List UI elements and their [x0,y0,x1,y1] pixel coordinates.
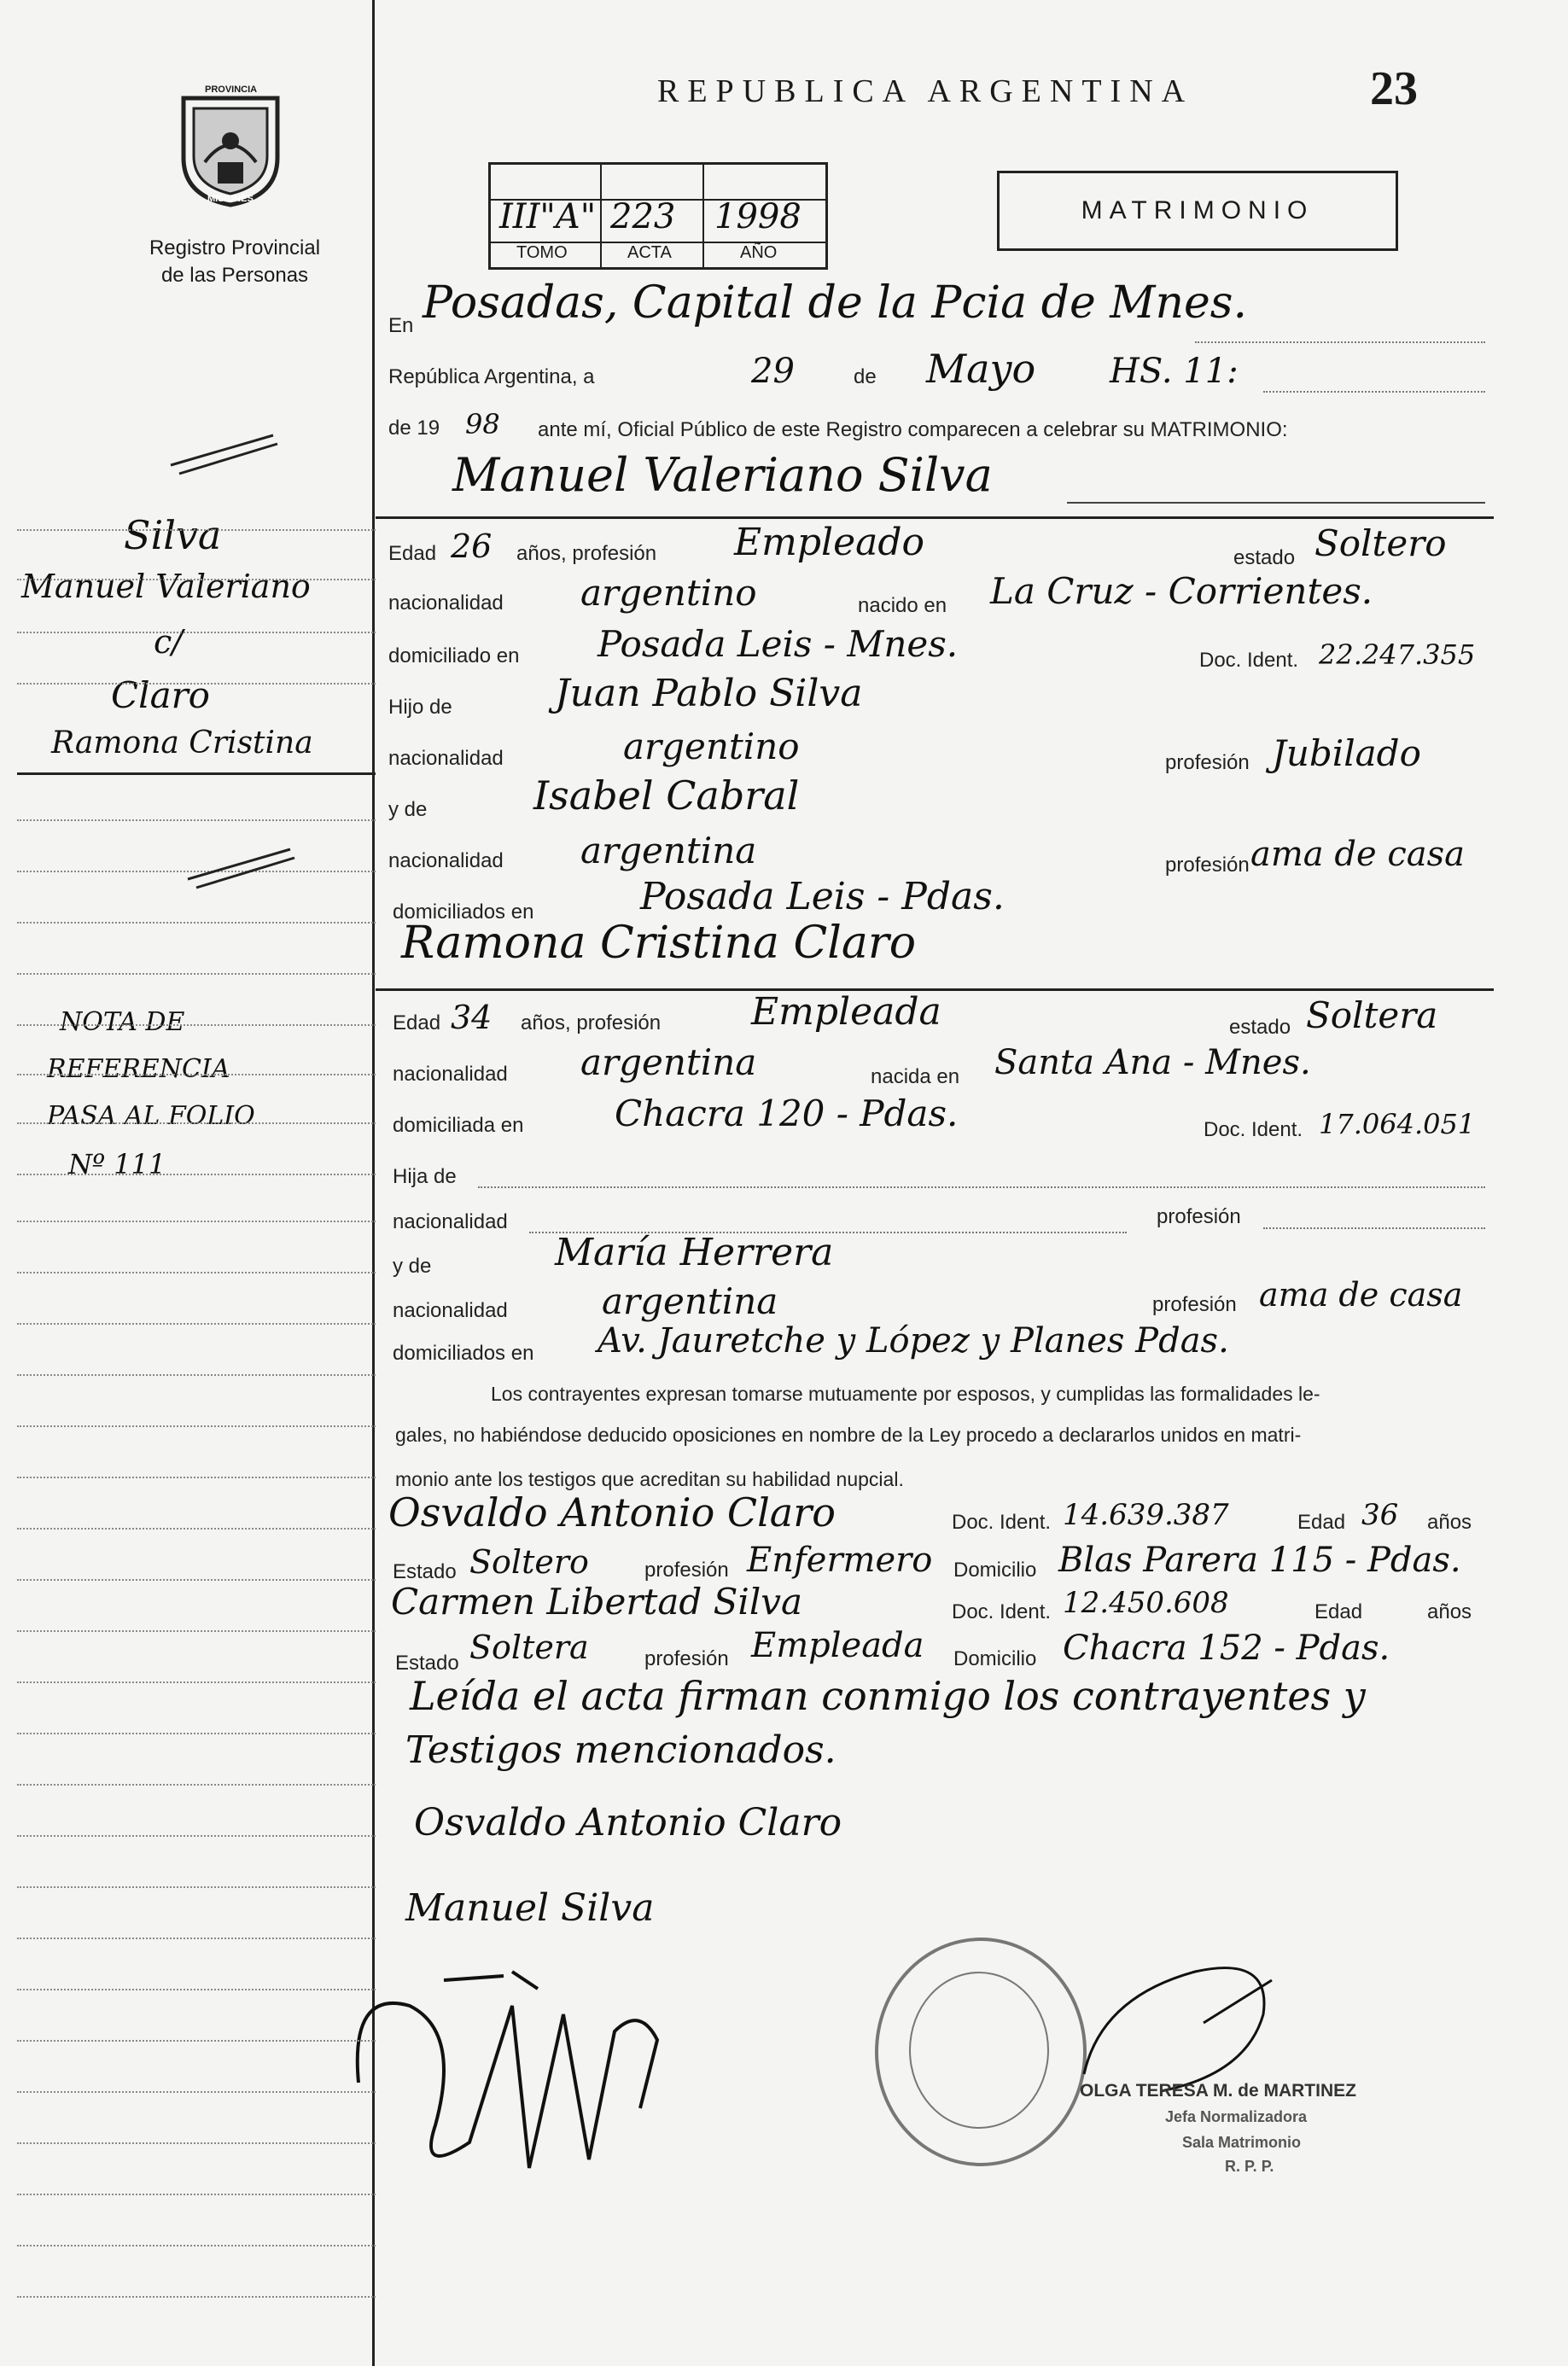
groom-domicile: Posada Leis - Mnes. [597,623,959,665]
witness1-status: Soltero [469,1543,589,1581]
tomo-label: TOMO [516,243,568,262]
bride-profession: Empleada [751,990,941,1034]
witness2-prof-label: profesión [644,1647,729,1670]
en-label: En [388,314,414,337]
official-name: OLGA TERESA M. de MARTINEZ [1080,2081,1356,2101]
bride-status: Soltera [1306,994,1438,1036]
bride-edad-label: Edad [393,1011,441,1034]
seal-text-bottom: MISIONES [207,194,254,204]
groom-doc: 22.247.355 [1319,638,1476,671]
groom-dom-label: domiciliado en [388,644,520,667]
anio-label: AÑO [740,243,778,262]
bride-mother-nationality: argentina [602,1280,778,1322]
witness2-domicile: Chacra 152 - Pdas. [1063,1629,1390,1668]
bride-birthplace: Santa Ana - Mnes. [994,1043,1311,1082]
year-suffix: 98 [465,408,500,440]
bride-prof-label: años, profesión [521,1011,662,1034]
witness1-dom-label: Domicilio [953,1559,1037,1582]
record-box [488,162,828,270]
groom-doc-label: Doc. Ident. [1199,649,1299,672]
groom-mother-nac-label: nacionalidad [388,849,504,872]
witness2-estado-label: Estado [395,1652,459,1675]
document-type-box [997,171,1398,251]
closing-line-2: Testigos mencionados. [405,1728,836,1772]
groom-mother-nationality: argentina [580,830,757,871]
groom-nacido-label: nacido en [858,594,947,617]
bride-parents-dom-label: domiciliados en [393,1342,534,1365]
strike-mark-icon [162,427,282,478]
bride-name: Ramona Cristina Claro [401,918,917,969]
witness2-doc: 12.450.608 [1063,1586,1229,1620]
groom-nac-label: nacionalidad [388,592,504,615]
groom-parents-dom-label: domiciliados en [393,900,534,924]
bride-mother-profession: ama de casa [1259,1276,1463,1314]
registry-name [111,235,358,289]
bride-estado-label: estado [1229,1016,1291,1039]
republic-label: República Argentina, a [388,365,595,388]
groom-father-nationality: argentino [623,726,800,767]
witness1-domicile: Blas Parera 115 - Pdas. [1058,1541,1461,1580]
acta-label: ACTA [627,243,672,262]
bride-yde-label: y de [393,1255,432,1278]
bride-father-nac-label: nacionalidad [393,1210,508,1233]
de-label: de [854,365,877,388]
document-type: MATRIMONIO [1081,196,1314,224]
witness2-doc-label: Doc. Ident. [952,1600,1052,1623]
margin-note-3: PASA AL FOLIO [47,1101,255,1131]
folio-number: 23 [1370,62,1418,115]
bride-mother-prof-label: profesión [1152,1293,1237,1316]
witness2-dom-label: Domicilio [953,1647,1037,1670]
groom-father-profession: Jubilado [1272,732,1421,774]
witness1-doc: 14.639.387 [1063,1498,1229,1532]
hour-value: HS. 11: [1110,352,1239,391]
groom-status: Soltero [1314,522,1447,564]
bride-father-prof-label: profesión [1157,1205,1241,1228]
groom-mother-prof-label: profesión [1165,854,1250,877]
official-role-1: Jefa Normalizadora [1165,2108,1308,2125]
witness2-anios-label: años [1427,1600,1472,1623]
witness1-edad-label: Edad [1297,1511,1346,1534]
bride-domicile: Chacra 120 - Pdas. [615,1093,959,1134]
provincial-seal-icon [166,81,294,209]
groom-age: 26 [451,527,493,565]
anio-value: 1998 [714,197,801,236]
country-title: REPUBLICA ARGENTINA [657,73,1194,109]
witness1-name: Osvaldo Antonio Claro [388,1489,836,1536]
signature-groom: Manuel Silva [405,1886,655,1930]
groom-mother: Isabel Cabral [533,772,800,819]
groom-yde-label: y de [388,798,428,821]
groom-hijo-label: Hijo de [388,696,452,719]
bride-doc: 17.064.051 [1319,1108,1476,1140]
groom-prof-label: años, profesión [516,542,657,565]
witness1-age: 36 [1361,1498,1399,1532]
groom-estado-label: estado [1233,546,1296,569]
registry-line-2: de las Personas [160,264,309,287]
year-prefix: de 19 [388,417,440,440]
registry-line-1: Registro Provincial [149,236,321,259]
groom-birthplace: La Cruz - Corrientes. [990,570,1373,612]
official-round-stamp-inner-icon [909,1972,1049,2129]
declaration-line-1: Los contrayentes expresan tomarse mutuamente por esposos, y cumplidas las formalidades le- [491,1383,1320,1405]
bride-dom-label: domiciliada en [393,1114,524,1137]
witness1-profession: Enfermero [747,1541,933,1580]
witness2-status: Soltera [469,1629,589,1666]
official-role-3: R. P. P. [1225,2158,1274,2175]
margin-bride-surname: Claro [111,674,210,716]
witness2-edad-label: Edad [1314,1600,1363,1623]
month-value: Mayo [926,346,1036,392]
groom-parents-domicile: Posada Leis - Pdas. [640,875,1005,918]
groom-father-nac-label: nacionalidad [388,747,504,770]
witness1-doc-label: Doc. Ident. [952,1511,1052,1534]
bride-nationality: argentina [580,1041,757,1083]
witness1-prof-label: profesión [644,1559,729,1582]
declaration-line-3: monio ante los testigos que acreditan su habilidad nupcial. [395,1468,904,1490]
groom-father-prof-label: profesión [1165,751,1250,774]
witness1-anios-label: años [1427,1511,1472,1534]
bride-mother-nac-label: nacionalidad [393,1299,508,1322]
groom-name: Manuel Valeriano Silva [452,448,993,502]
day-value: 29 [751,352,795,391]
bride-mother: María Herrera [555,1231,834,1274]
bride-doc-label: Doc. Ident. [1204,1118,1303,1141]
margin-note-2: REFERENCIA [47,1054,230,1084]
groom-mother-profession: ama de casa [1250,835,1465,874]
acta-value: 223 [610,197,676,236]
bride-age: 34 [451,999,493,1036]
declaration-line-2: gales, no habiéndose deducido oposiciones en nombre de la Ley procedo a declararlos unidos en matri- [395,1424,1302,1446]
margin-bride-given: Ramona Cristina [51,726,313,760]
bride-parents-domicile: Av. Jauretche y López y Planes Pdas. [597,1321,1229,1361]
place-value: Posadas, Capital de la Pcia de Mnes. [423,277,1248,329]
groom-father: Juan Pablo Silva [555,672,863,715]
margin-note-4: Nº 111 [68,1148,166,1180]
signature-witness-1: Osvaldo Antonio Claro [414,1801,842,1844]
scribble-signature-icon [333,1955,743,2194]
witness1-estado-label: Estado [393,1560,457,1583]
intro-text: ante mí, Oficial Público de este Registro comparecen a celebrar su MATRIMONIO: [538,418,1288,441]
margin-given-names: Manuel Valeriano [21,568,311,605]
margin-surname: Silva [124,512,222,558]
bride-hija-label: Hija de [393,1165,457,1188]
official-role-2: Sala Matrimonio [1182,2134,1302,2151]
groom-edad-label: Edad [388,542,437,565]
witness2-profession: Empleada [751,1626,924,1665]
groom-profession: Empleado [734,521,925,564]
closing-line-1: Leída el acta firman conmigo los contrayentes y [410,1673,1366,1719]
bride-nacida-label: nacida en [871,1065,960,1088]
witness2-name: Carmen Libertad Silva [391,1581,803,1623]
margin-connector: c/ [154,623,184,661]
tomo-value: III"A" [499,197,597,236]
seal-text-top: PROVINCIA [205,84,258,95]
margin-note-1: NOTA DE [60,1007,185,1037]
bride-nac-label: nacionalidad [393,1063,508,1086]
groom-nationality: argentino [580,572,757,614]
strike-mark-icon [179,841,299,892]
